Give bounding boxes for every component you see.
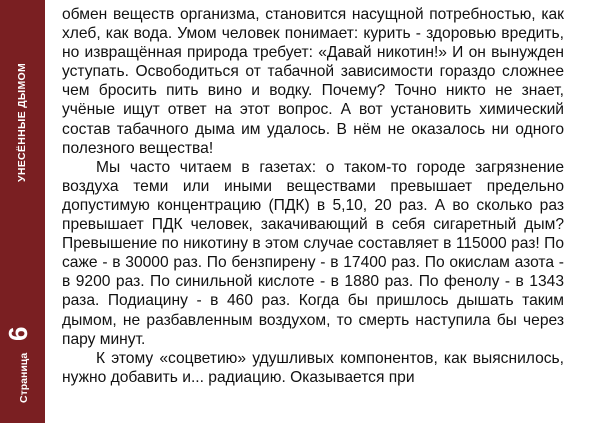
paragraph: Мы часто читаем в газетах: о таком-то городе загрязнение воздуха теми или иными веществами превышает предельно допустимую концентрацию (ПДК) в 5,10, 20 раз. А во сколько раз превышает ПДК человек, закачивающий в себя сигаретный дым? Превышение по никотину в этом случае составляет в 115000 раз! По саже - в 30000 раз. По бензпирену - в 17400 раз. По окислам азота - в 9200 раз. По синильной кислоте - в 1880 раз. По фенолу - в 1343 раза. Подиацину - в 460 раз. Когда бы пришлось дышать таким дымом, не разбавленным воздухом, то смерть наступила бы через пару минут. (62, 158, 564, 348)
article-body (62, 5, 564, 387)
section-title: УНЕСЁННЫЕ ДЫМОМ (16, 62, 28, 182)
page-label: Страница (18, 352, 30, 403)
sidebar (0, 0, 45, 423)
page-number: 6 (3, 326, 33, 341)
sidebar-label-group (0, 0, 45, 423)
paragraph: К этому «соцветию» удушливых компонентов, как выяснилось, нужно добавить и... радиацию. Оказывается при (62, 349, 564, 386)
paragraph: обмен веществ организма, становится насущной потребностью, как хлеб, как вода. Умом человек понимает: курить - здоровью вредить, но извращённая природа требует: «Давай никотин!» И он вынужден уступать. Освободиться от табачной зависимости гораздо сложнее чем бросить пить вино и водку. Почему? Точно никто не знает, учёные ищут ответ на этот вопрос. А вот установить химический состав табачного дыма им удалось. В нём не оказалось ни одного полезного вещества! (62, 6, 564, 157)
